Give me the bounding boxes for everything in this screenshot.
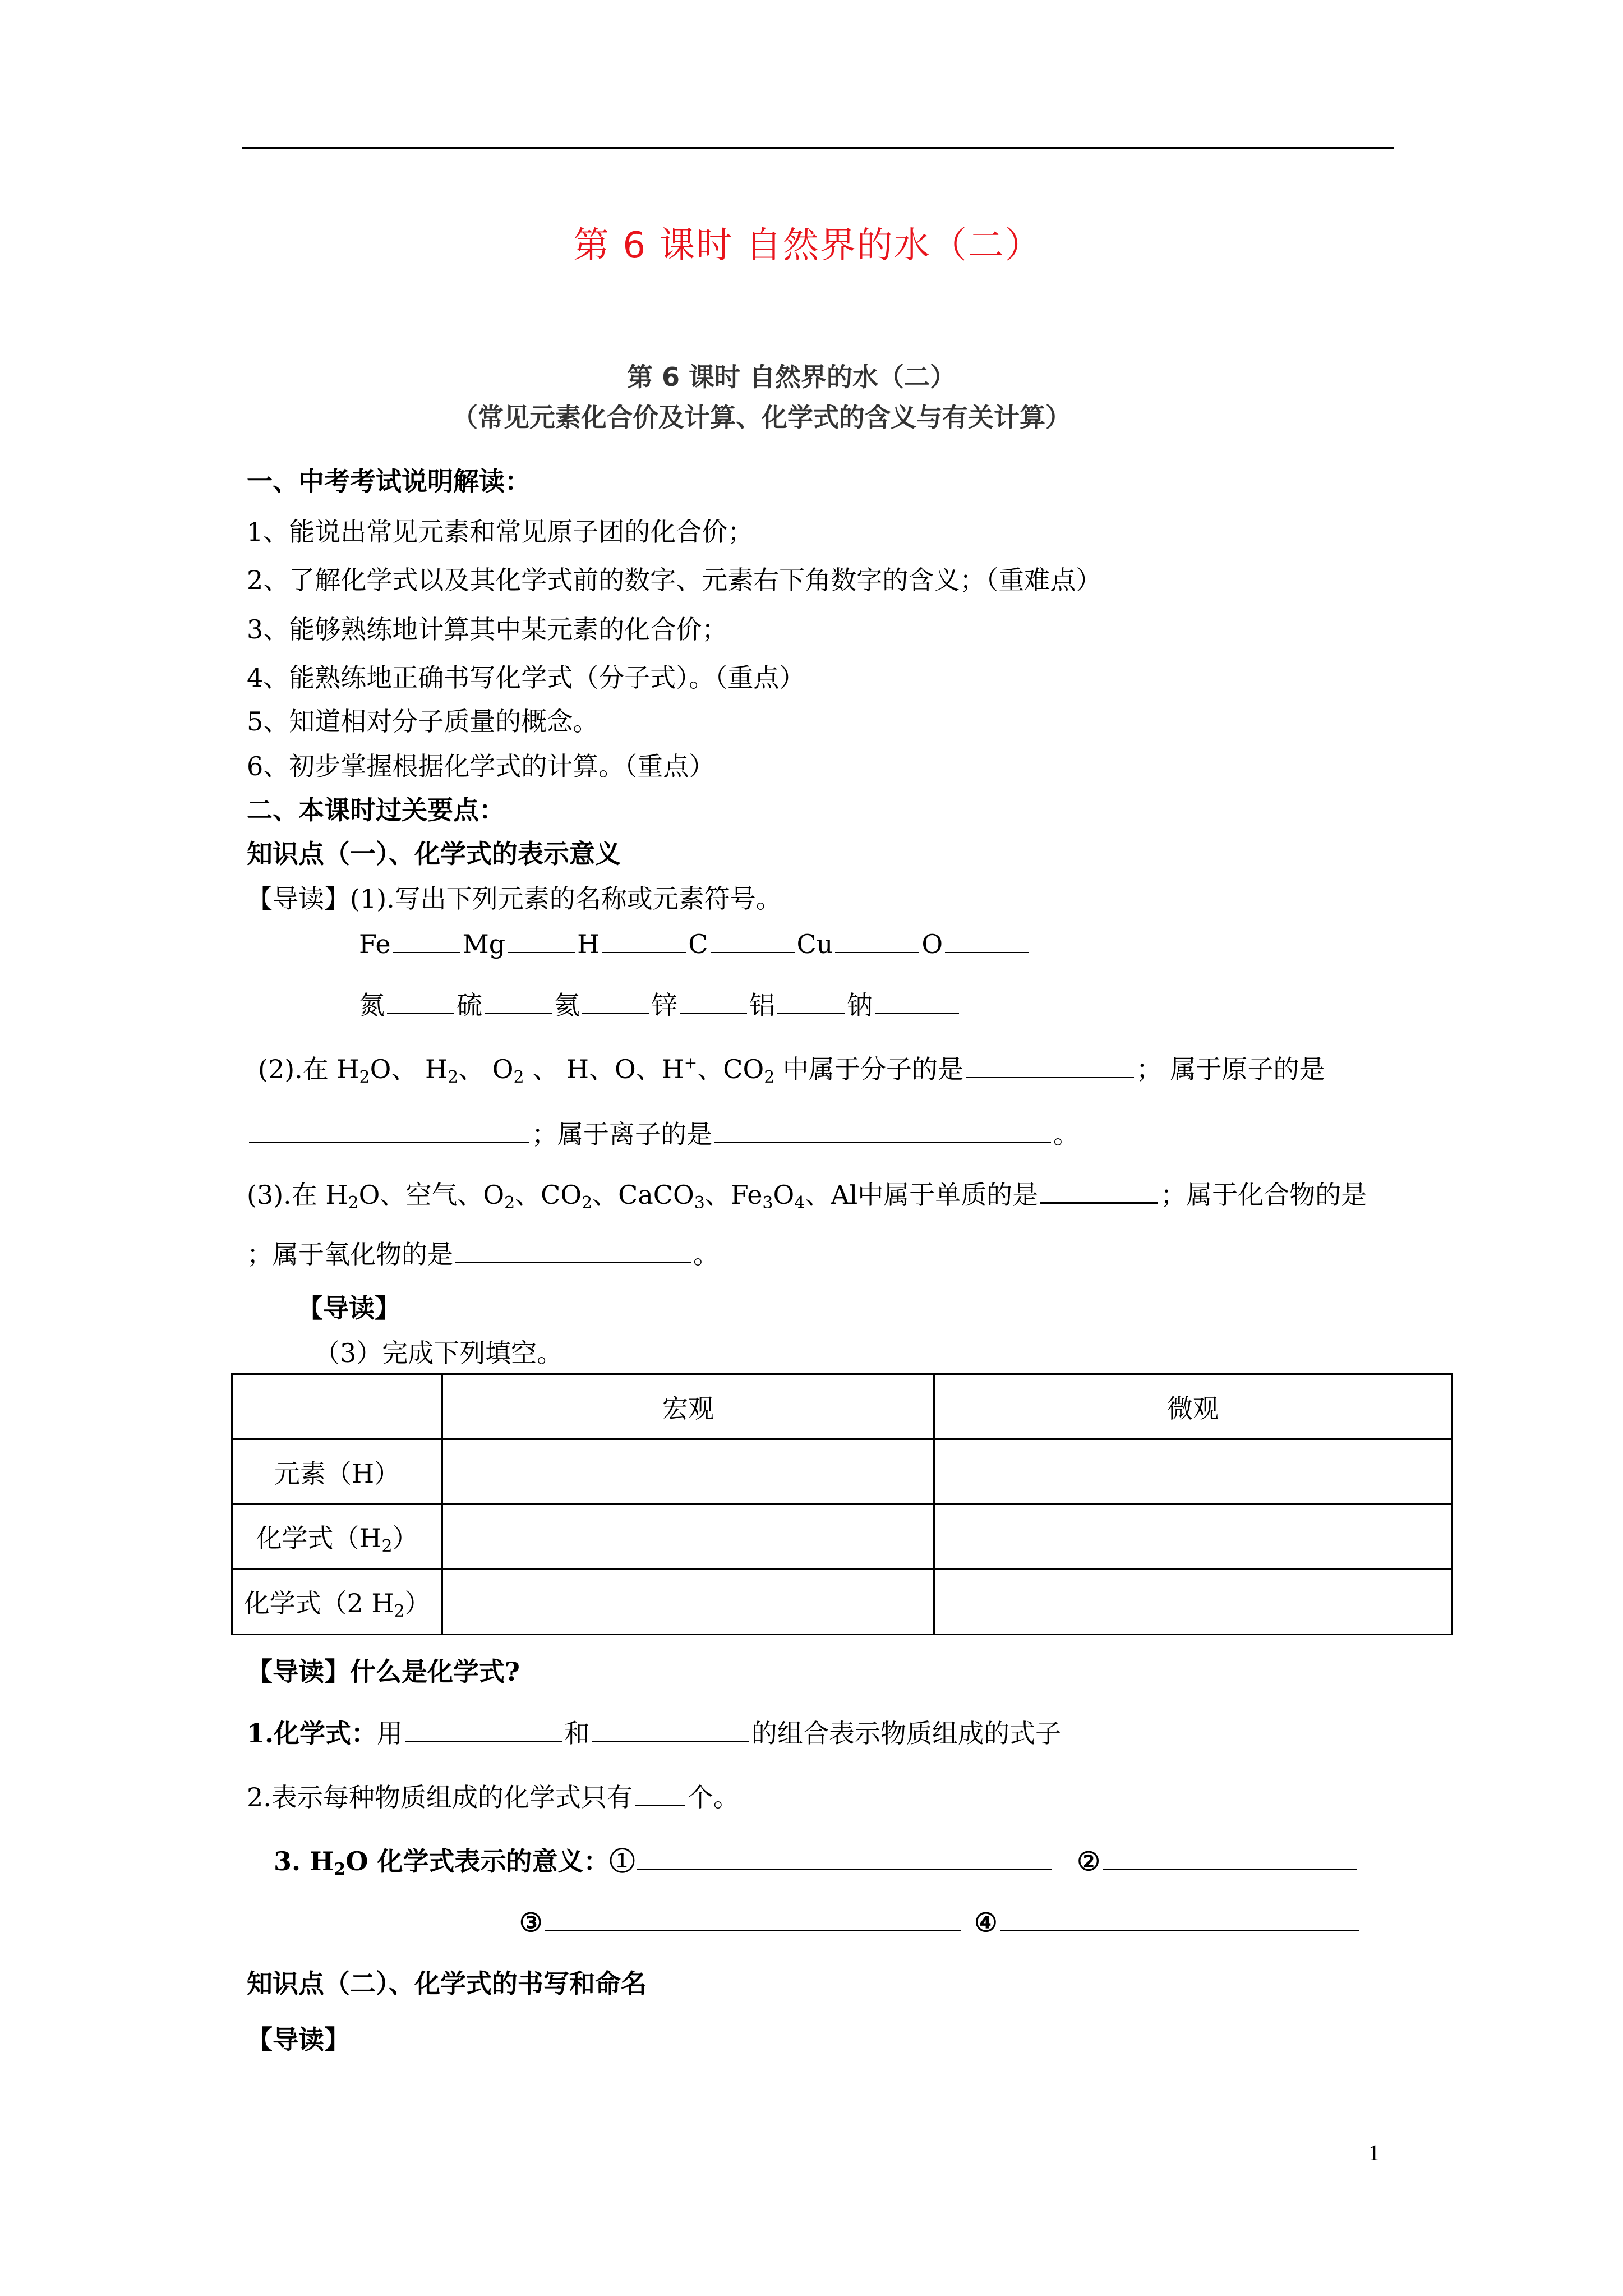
symbol-h-blank[interactable] [602,930,686,953]
meaning-marker-2: ② [1077,1846,1100,1876]
guide-1 [247,878,782,915]
header-rule [242,147,1394,149]
element-sulfur: 硫 [457,990,482,1020]
table-row [232,1504,1452,1570]
element-nitrogen-blank[interactable] [387,991,454,1014]
q3-text: O [773,1180,795,1210]
meaning-sub: 2 [334,1860,346,1879]
q3-sub: 4 [794,1193,805,1213]
element-sulfur-blank[interactable] [485,991,552,1014]
q3-text: 、CO [515,1180,582,1210]
molecule-answer-blank[interactable] [966,1055,1134,1078]
row-label-text: 化学式（2 H [243,1588,394,1618]
element-zinc-blank[interactable] [680,991,747,1014]
definition-1-text: 用 [377,1718,403,1749]
table-row [232,1439,1452,1504]
atom-answer-blank[interactable] [249,1120,529,1143]
element-sodium-blank[interactable] [875,991,959,1014]
definition-1-text: 的组合表示物质组成的式子 [751,1718,1062,1749]
objective-6: 6、初步掌握根据化学式的计算。（重点） [247,751,715,781]
q2-text: 中属于分子的是 [774,1054,963,1084]
q2-sub: 2 [513,1068,524,1087]
symbol-fe: Fe [359,929,391,959]
section2-heading: 二、本课时过关要点： [247,795,505,825]
q3-text: (3).在 H [247,1180,348,1210]
question-3-line2 [247,1234,719,1271]
image-title-line2: （常见元素化合价及计算、化学式的含义与有关计算） [452,402,1071,432]
question-2-line1 [258,1049,1325,1087]
symbol-mg: Mg [462,929,506,959]
row-label-sub: 2 [394,1601,405,1621]
answer-cell-macro-3[interactable] [442,1570,934,1635]
objective-1: 1、能说出常见元素和常见原子团的化合价； [247,517,754,547]
q3-text: ；属于化合物的是 [1160,1180,1367,1210]
definition-1-text: 和 [564,1718,591,1749]
row-label-formula [232,1504,442,1570]
q3-sub: 3 [762,1193,773,1213]
meaning-blank-1[interactable] [637,1846,1052,1870]
q3-sub: 3 [694,1193,705,1213]
question-3-line1 [247,1175,1367,1213]
table-header-macro: 宏观 [442,1374,934,1439]
element-helium: 氦 [554,990,580,1020]
q2-text: O、 H [370,1054,448,1084]
guide-2-label: 【导读】 [297,1293,400,1323]
question-2-line2 [247,1114,1079,1151]
q2-text: 、 O [458,1054,514,1084]
definition-2-text: 2.表示每种物质组成的化学式只有 [247,1782,633,1812]
q2-sub: 2 [359,1068,370,1087]
symbol-cu-blank[interactable] [835,930,919,953]
oxide-answer-blank[interactable] [455,1240,691,1263]
table-row [232,1570,1452,1635]
q3-text: 、Al中属于单质的是 [805,1180,1039,1210]
element-sodium: 钠 [847,990,873,1020]
symbol-o: O [921,929,943,959]
definition-1 [247,1713,1061,1750]
q2-text: 、CO [697,1054,764,1084]
meaning-blank-3[interactable] [545,1907,961,1931]
objective-4: 4、能熟练地正确书写化学式（分子式）。（重点） [247,662,805,693]
table-header-empty [232,1374,442,1439]
q3-sub: 2 [582,1193,593,1213]
page-number: 1 [1368,2140,1380,2165]
meaning-line-1 [274,1841,1359,1879]
definition-blank-1[interactable] [405,1719,562,1742]
answer-cell-micro-3[interactable] [934,1570,1452,1635]
answer-cell-micro-1[interactable] [934,1439,1452,1504]
formula-count-blank[interactable] [635,1783,685,1806]
q3-text: 、CaCO [592,1180,694,1210]
ion-answer-blank[interactable] [714,1120,1051,1143]
objective-2: 2、了解化学式以及其化学式前的数字、元素右下角数字的含义；（重难点） [247,565,1102,595]
main-title: 第 6 课时 自然界的水（二） [573,225,1042,266]
q2-text: ； 属于原子的是 [1136,1054,1325,1084]
q2-sup: + [684,1053,698,1072]
image-title-line1: 第 6 课时 自然界的水（二） [627,362,956,392]
section1-heading: 一、中考考试说明解读： [247,466,531,496]
q2-text: 。 [1053,1119,1079,1149]
symbols-row-1 [359,929,1031,959]
meaning-text: 3. H [274,1846,334,1876]
symbol-h: H [577,929,600,959]
meaning-blank-2[interactable] [1103,1846,1357,1870]
definition-1-label: 1.化学式： [247,1718,377,1749]
element-aluminum: 铝 [749,990,775,1020]
q2-text: 、 H、O、H [524,1054,684,1084]
definition-2 [247,1777,739,1814]
row-label-formula-2 [232,1570,442,1635]
guide-4: 【导读】 [247,2024,350,2055]
q3-sub: 2 [504,1193,515,1213]
q3-sub: 2 [348,1193,359,1213]
row-label-close: ） [404,1588,431,1618]
symbol-c-blank[interactable] [711,930,795,953]
meaning-marker-4: ④ [974,1907,998,1938]
symbol-cu: Cu [796,929,833,959]
row-label-element: 元素（H） [232,1439,442,1504]
q2-sub: 2 [764,1068,775,1087]
q3-text: O、空气、O [358,1180,505,1210]
q3-text: ；属于氧化物的是 [247,1239,453,1269]
meaning-line-2 [519,1907,1361,1938]
definition-2-end: 个。 [687,1782,739,1812]
meaning-text: O 化学式表示的意义：① [345,1846,635,1876]
symbol-c: C [688,929,708,959]
q3-text: 。 [693,1239,719,1269]
row-label-text: 化学式（H [256,1522,382,1553]
q2-text: (2).在 H [258,1054,359,1084]
guide-label: 【导读】 [247,884,350,914]
objective-3: 3、能够熟练地计算其中某元素的化合价； [247,614,728,645]
guide-2-text: （3）完成下列填空。 [314,1338,563,1368]
answer-cell-micro-2[interactable] [934,1504,1452,1570]
answer-cell-macro-2[interactable] [442,1504,934,1570]
row-label-close: ） [392,1522,418,1553]
symbol-mg-blank[interactable] [508,930,575,953]
q3-text: 、Fe [704,1180,763,1210]
element-substance-blank[interactable] [1040,1180,1158,1204]
macro-micro-table [231,1373,1453,1635]
objective-5: 5、知道相对分子质量的概念。 [247,706,599,737]
element-helium-blank[interactable] [582,991,649,1014]
element-aluminum-blank[interactable] [777,991,845,1014]
table-header-row [232,1374,1452,1439]
q2-text: ；属于离子的是 [532,1119,712,1149]
definition-blank-2[interactable] [592,1719,749,1742]
table-header-micro: 微观 [934,1374,1452,1439]
symbol-fe-blank[interactable] [393,930,460,953]
row-label-sub: 2 [381,1536,393,1556]
q2-sub: 2 [448,1068,459,1087]
meaning-blank-4[interactable] [1000,1907,1359,1931]
element-nitrogen: 氮 [359,990,385,1020]
guide-3: 【导读】什么是化学式? [247,1657,520,1687]
meaning-marker-3: ③ [519,1907,543,1938]
element-zinc: 锌 [652,990,677,1020]
symbol-o-blank[interactable] [945,930,1029,953]
symbols-row-2 [359,985,961,1022]
knowledge-point-2-title: 知识点（二）、化学式的书写和命名 [247,1968,647,1999]
guide-1-text: (1).写出下列元素的名称或元素符号。 [350,884,782,914]
knowledge-point-1-title: 知识点（一）、化学式的表示意义 [247,839,621,869]
answer-cell-macro-1[interactable] [442,1439,934,1504]
